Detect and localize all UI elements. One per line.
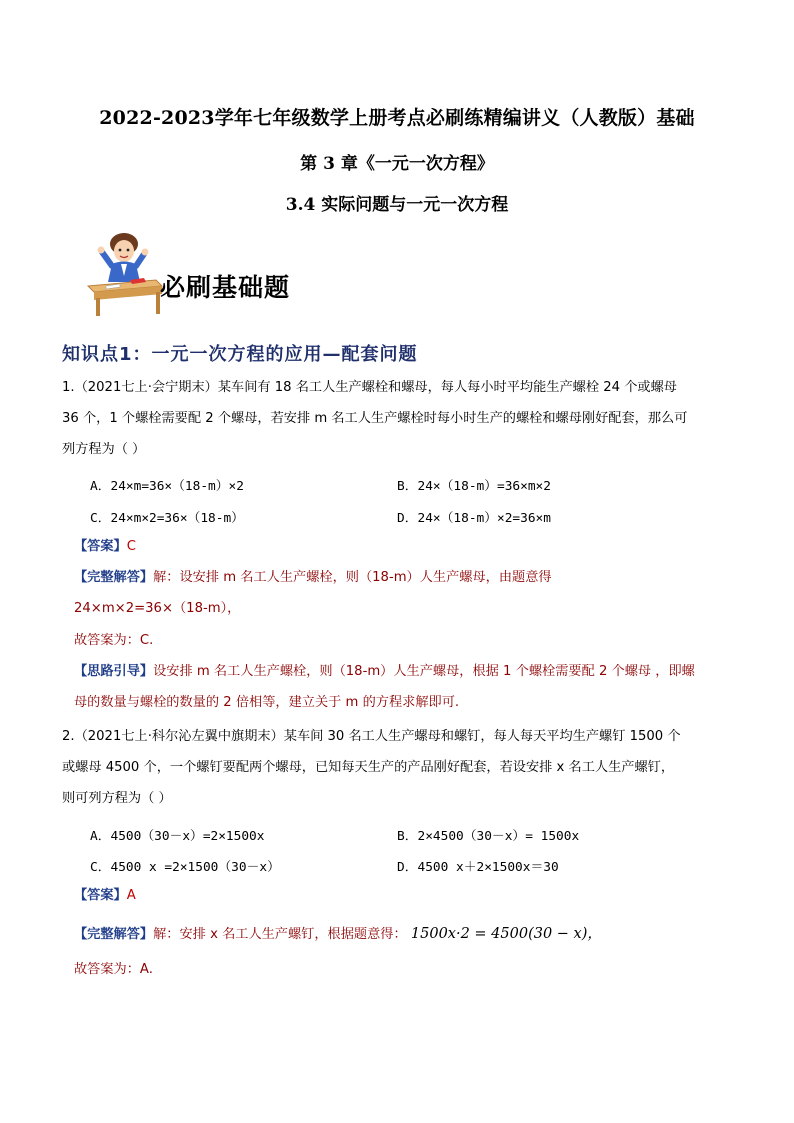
q1-hint-line2: 母的数量与螺栓的数量的 2 倍相等，建立关于 m 的方程求解即可. bbox=[74, 695, 460, 710]
solution-label: 【完整解答】 bbox=[74, 927, 154, 942]
answer-value: C bbox=[126, 539, 136, 554]
solution-equation: 1500x·2 = 4500(30 − x)， bbox=[410, 926, 602, 942]
banner-title: 必刷基础题 bbox=[160, 273, 291, 302]
q1-line3: 列方程为（ ） bbox=[62, 442, 146, 457]
q2-answer bbox=[74, 888, 136, 904]
q1-answer bbox=[74, 539, 136, 555]
solution-text: 解：安排 x 名工人生产螺钉，根据题意得： bbox=[153, 927, 407, 942]
q1-solution bbox=[74, 570, 552, 586]
q1-option-a: A．24×m=36×（18-m）×2 bbox=[90, 479, 244, 494]
q2-line1: 2.（2021七上·科尔沁左翼中旗期末）某车间 30 名工人生产螺母和螺钉，每人每天平均生产螺钉 1500 个 bbox=[62, 729, 681, 744]
answer-label: 【答案】 bbox=[74, 539, 127, 554]
hint-text: 设安排 m 名工人生产螺栓，则（18-m）人生产螺母，根据 1 个螺栓需要配 2 个螺母 ，即螺 bbox=[153, 664, 695, 679]
q2-option-d: D．4500 x＋2×1500x＝30 bbox=[397, 860, 559, 875]
chapter-title: 第 3 章《一元一次方程》 bbox=[300, 154, 494, 174]
q2-line3: 则可列方程为（ ） bbox=[62, 791, 172, 806]
answer-label: 【答案】 bbox=[74, 888, 127, 903]
q1-line2: 36 个，1 个螺栓需要配 2 个螺母，若安排 m 名工人生产螺栓时每小时生产的螺栓和螺母刚好配套，那么可 bbox=[62, 411, 688, 426]
q1-option-b: B．24×（18-m）=36×m×2 bbox=[397, 479, 551, 494]
q1-option-c: C．24×m×2=36×（18-m） bbox=[90, 511, 244, 526]
document-title: 2022-2023学年七年级数学上册考点必刷练精编讲义（人教版）基础 bbox=[99, 107, 695, 129]
q2-solution bbox=[74, 926, 602, 943]
solution-text: 解：设安排 m 名工人生产螺栓，则（18-m）人生产螺母，由题意得 bbox=[153, 570, 552, 585]
q1-option-d: D．24×（18-m）×2=36×m bbox=[397, 511, 551, 526]
knowledge-point-heading: 知识点1：一元一次方程的应用—配套问题 bbox=[62, 344, 418, 365]
q1-line1: 1.（2021七上·会宁期末）某车间有 18 名工人生产螺栓和螺母，每人每小时平均能生产螺栓 24 个或螺母 bbox=[62, 380, 677, 395]
answer-value: A bbox=[126, 888, 136, 903]
section-title: 3.4 实际问题与一元一次方程 bbox=[285, 195, 509, 215]
q1-solution-equation: 24×m×2=36×（18-m）， bbox=[74, 601, 241, 616]
q1-solution-end: 故答案为：C. bbox=[74, 633, 154, 648]
solution-label: 【完整解答】 bbox=[74, 570, 154, 585]
hint-label: 【思路引导】 bbox=[74, 664, 154, 679]
q2-solution-end: 故答案为：A. bbox=[74, 962, 153, 977]
q2-option-b: B．2×4500（30－x）= 1500x bbox=[397, 829, 580, 844]
q2-option-c: C．4500 x =2×1500（30－x） bbox=[90, 860, 280, 875]
q2-option-a: A．4500（30－x）=2×1500x bbox=[90, 829, 265, 844]
q1-hint bbox=[74, 664, 695, 680]
q2-line2: 或螺母 4500 个，一个螺钉要配两个螺母，已知每天生产的产品刚好配套，若设安排 x 名工人生产螺钉， bbox=[62, 760, 675, 775]
